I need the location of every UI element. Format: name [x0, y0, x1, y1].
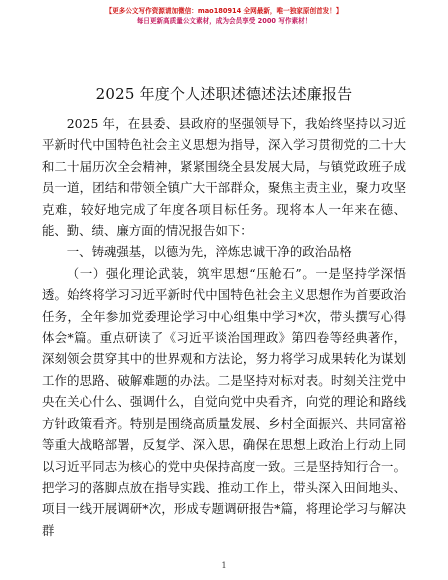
page-number: 1	[221, 561, 227, 570]
promo-line-1: 【更多公文写作资源请加微信：mao180914 全网最新，唯一独家原创首发！】	[105, 7, 343, 15]
intro-paragraph: 2025 年，在县委、县政府的坚强领导下，我始终坚持以习近平新时代中国特色社会主义思想为指导，深入学习贯彻党的二十大和二十届历次全会精神，紧紧围绕全县发展大局，与镇党政班子成员一道，团结和带领全镇广大干部群众，聚焦主责主业，聚力攻坚克难，较好地完成了年度各项目标任务。现将本人一年来在德、能、勤、绩、廉方面的情况报告如下：	[42, 116, 406, 239]
section-1-heading: 一、铸魂强基，以德为先，淬炼忠诚干净的政治品格	[66, 244, 352, 260]
document-title: 2025 年度个人述职述德述法述廉报告	[95, 85, 353, 103]
promo-banner	[42, 6, 406, 26]
section-1-paragraph-1: （一）强化理论武装，筑牢思想“压舱石”。一是坚持学深悟透。始终将学习习近平新时代中国特色社会主义思想作为首要政治任务，全年参加党委理论学习中心组集中学习*次，带头撰写心得体会*篇。重点研读了《习近平谈治国理政》第四卷等经典著作，深刻领会贯穿其中的世界观和方法论，努力将学习成果转化为谋划工作的思路、破解难题的办法。二是坚持对标对表。时刻关注党中央在关心什么、强调什么，自觉向党中央看齐，向党的理论和路线方针政策看齐。特别是围绕高质量发展、乡村全面振兴、共同富裕等重大战略部署，反复学、深入思，确保在思想上政治上行动上同以习近平同志为核心的党中央保持高度一致。三是坚持知行合一。把学习的落脚点放在指导实践、推动工作上，带头深入田间地头、项目一线开展调研*次，形成专题调研报告*篇，将理论学习与解决群	[42, 265, 406, 538]
promo-line-2: 每日更新高质量公文素材，成为会员享受 2000 写作素材！	[136, 17, 312, 25]
